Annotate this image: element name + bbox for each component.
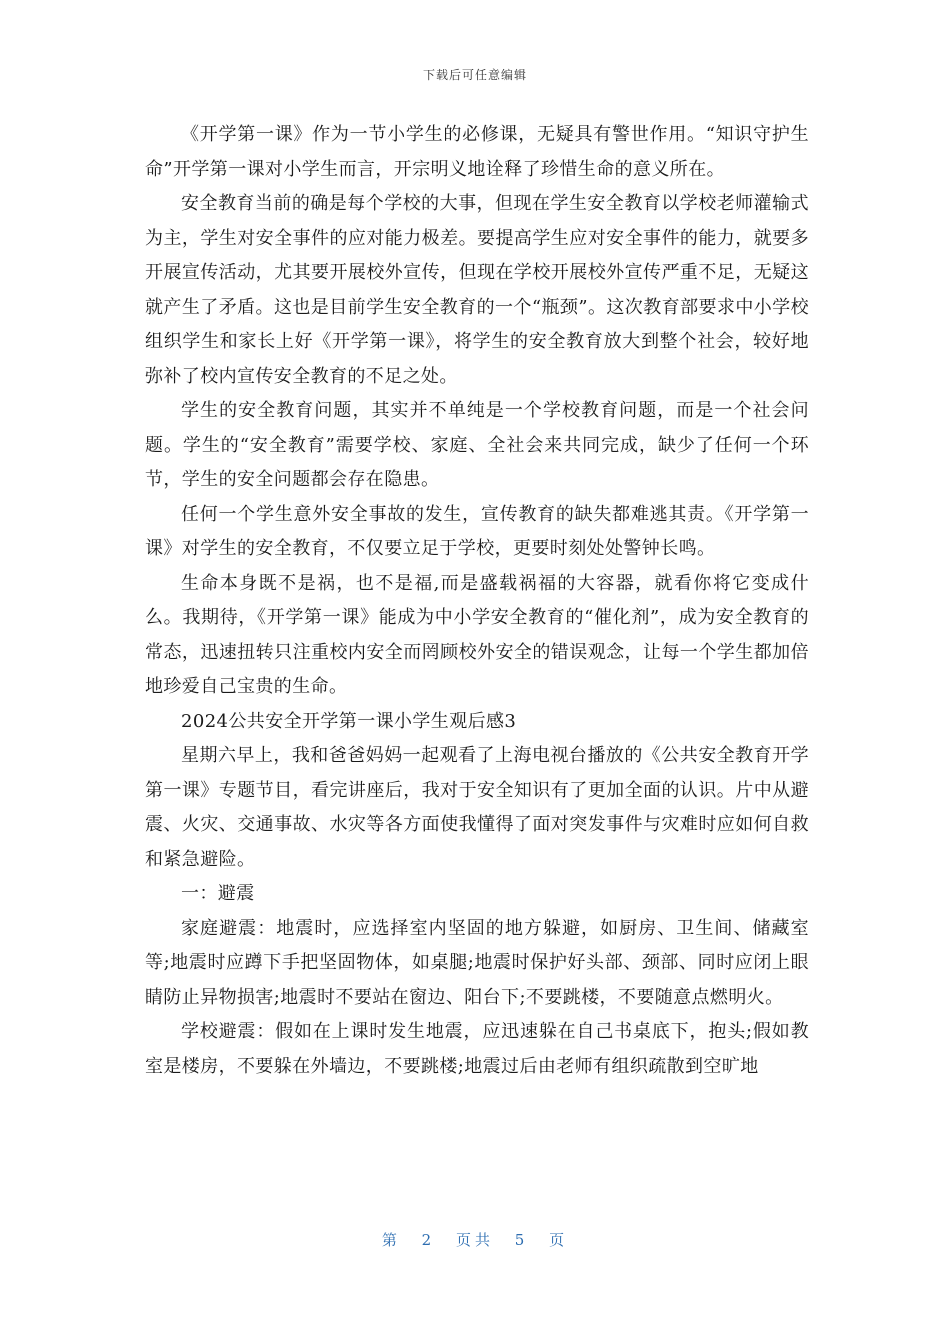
paragraph: 任何一个学生意外安全事故的发生，宣传教育的缺失都难逃其责。《开学第一课》对学生的安全教育，不仅要立足于学校，更要时刻处处警钟长鸣。	[145, 503, 809, 559]
paragraph: 《开学第一课》作为一节小学生的必修课，无疑具有警世作用。“知识守护生命”开学第一课对小学生而言，开宗明义地诠释了珍惜生命的意义所在。	[145, 124, 809, 180]
paragraph: 安全教育当前的确是每个学校的大事，但现在学生安全教育以学校老师灌输式为主，学生对安全事件的应对能力极差。要提高学生应对安全事件的能力，就要多开展宣传活动，尤其要开展校外宣传，但现在学校开展校外宣传严重不足，无疑这就产生了矛盾。这也是目前学生安全教育的一个“瓶颈”。这次教育部要求中小学校组织学生和家长上好《开学第一课》，将学生的安全教育放大到整个社会，较好地弥补了校内宣传安全教育的不足之处。	[145, 193, 809, 387]
footer-suffix: 页	[549, 1231, 569, 1249]
footer-middle: 页共	[455, 1231, 494, 1249]
paragraph: 学校避震：假如在上课时发生地震，应迅速躲在自己书桌底下，抱头;假如教室是楼房，不要躲在外墙边，不要跳楼;地震过后由老师有组织疏散到空旷地	[145, 1021, 809, 1077]
paragraph: 星期六早上，我和爸爸妈妈一起观看了上海电视台播放的《公共安全教育开学第一课》专题节目，看完讲座后，我对于安全知识有了更加全面的认识。片中从避震、火灾、交通事故、水灾等各方面使我懂得了面对突发事件与灾难时应如何自救和紧急避险。	[145, 745, 809, 870]
paragraph: 家庭避震：地震时，应选择室内坚固的地方躲避，如厨房、卫生间、储藏室等;地震时应蹲下手把坚固物体，如桌腿;地震时保护好头部、颈部、同时应闭上眼睛防止异物损害;地震时不要站在窗边、阳台下;不要跳楼，不要随意点燃明火。	[145, 917, 809, 1008]
total-page-number: 5	[514, 1231, 529, 1249]
page-footer	[0, 1229, 950, 1250]
page-header: 下载后可任意编辑	[422, 68, 527, 82]
current-page-number: 2	[421, 1231, 436, 1249]
paragraph: 生命本身既不是祸，也不是福,而是盛载祸福的大容器，就看你将它变成什么。我期待，《开学第一课》能成为中小学安全教育的“催化剂”，成为安全教育的常态，迅速扭转只注重校内安全而罔顾校外安全的错误观念，让每一个学生都加倍地珍爱自己宝贵的生命。	[145, 572, 809, 697]
paragraph: 学生的安全教育问题，其实并不单纯是一个学校教育问题，而是一个社会问题。学生的“安全教育”需要学校、家庭、全社会来共同完成，缺少了任何一个环节，学生的安全问题都会存在隐患。	[145, 400, 809, 490]
section-title: 2024公共安全开学第一课小学生观后感3	[181, 710, 517, 732]
subsection-title: 一：避震	[181, 883, 255, 904]
footer-prefix: 第	[381, 1231, 401, 1249]
document-body	[145, 118, 809, 1084]
